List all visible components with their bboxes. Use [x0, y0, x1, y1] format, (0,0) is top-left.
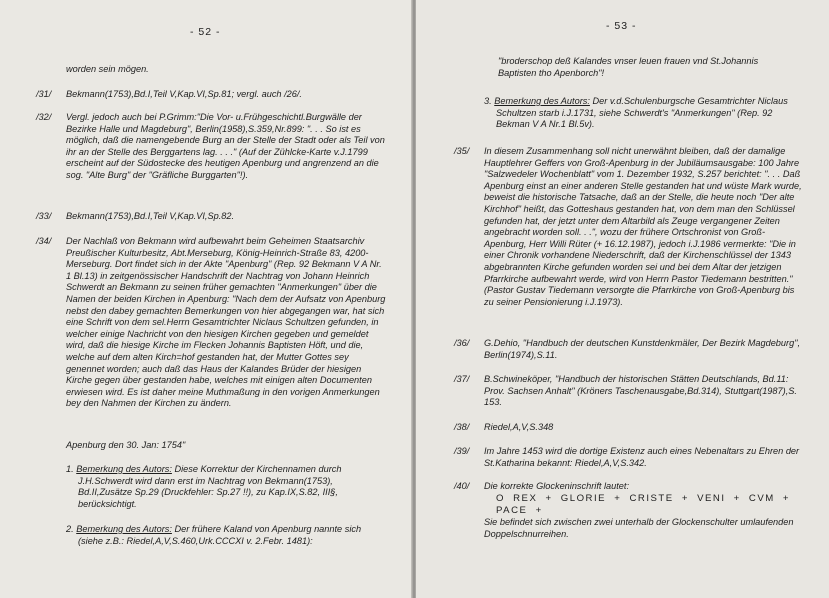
- note-text: Vergl. jedoch auch bei P.Grimm:"Die Vor- u.Frühgeschichtl.Burgwälle der Bezirke Halle und Magdeburg", Berlin(1958),S.359,Nr.899: ". . . So ist es möglich, daß die namengebende Burg an der Stelle der Stadt oder als Teil von ihr an der Stelle des Berggartens lag. . . ." (Auf der Zühlcke-Karte v.J.1799 erscheint auf der Südostecke des heutigen Apenburg und angrenzend an die sog. "Alte Burg" der "Gräfliche Burggarten"!).: [66, 112, 385, 180]
- note-text: G.Dehio, "Handbuch der deutschen Kunstdenkmäler, Der Bezirk Magdeburg", Berlin(1974),S.11.: [484, 338, 801, 360]
- remark-title: Bemerkung des Autors:: [76, 464, 172, 474]
- note-text: Die korrekte Glockeninschrift lautet:: [484, 481, 630, 491]
- page-number: - 53 -: [606, 20, 637, 32]
- continuation-quote: "broderschop deß Kalandes vnser leuen frauen vnd St.Johannis Baptisten tho Apenborch"!: [498, 56, 759, 78]
- remark-number: 2.: [66, 524, 74, 534]
- bell-inscription: O REX + GLORIE + CRISTE + VENI + CVM + PACE +: [496, 493, 790, 516]
- note-text: B.Schwineköper, "Handbuch der historischen Stätten Deutschlands, Bd.11: Prov. Sachsen Anhalt" (Kröners Taschenausgabe,Bd.314), Stuttgart(1987),S. 153.: [484, 374, 797, 408]
- remark-3: [484, 96, 802, 131]
- remark-number: 1.: [66, 464, 74, 474]
- note-label: /31/: [36, 89, 52, 99]
- dateline: Apenburg den 30. Jan: 1754": [66, 440, 186, 450]
- closing-text: Sie befindet sich zwischen zwei unterhalb der Glockenschulter umlaufenden Doppelschnurreihen.: [484, 517, 794, 539]
- note-label: /38/: [454, 422, 470, 432]
- note-text: Im Jahre 1453 wird die dortige Existenz auch eines Nebenaltars zu Ehren der St.Katharina bekannt: Riedel,A,V,S.342.: [484, 446, 800, 468]
- note-label: /36/: [454, 338, 470, 348]
- page-number: - 52 -: [190, 26, 221, 38]
- note-label: /40/: [454, 481, 470, 491]
- note-label: /37/: [454, 374, 470, 384]
- note-label: /35/: [454, 146, 470, 156]
- note-text: Bekmann(1753),Bd.I,Teil V,Kap.VI,Sp.81; vergl. auch /26/.: [66, 89, 302, 99]
- remark-number: 3.: [484, 96, 492, 106]
- remark-text: Der frühere Kaland von Apenburg nannte sich (siehe z.B.: Riedel,A,V,S.460,Urk.CCCXI v. 2.Febr. 1481):: [78, 524, 362, 546]
- note-label: /34/: [36, 236, 52, 246]
- note-text: In diesem Zusammenhang soll nicht unerwähnt bleiben, daß der damalige Hauptlehrer Geffers von Groß-Apenburg in der Jubiläumsausgabe: 100 Jahre "Salzwedeler Wochenblatt" vom 1. Dezember 1932, S.257 berichtet: ". . . Daß Apenburg einst an einer anderen Stelle gestanden hat und wüste Mark wurde, beweist die historische Tatsache, daß an der Stelle, die heute noch "Der alte Kirchhof" heißt, das Gotteshaus gestanden hat, von dem man den Schlüssel gefunden hat, der jetzt unter dem Altarbild als Zeuge vergangener Zeiten angebracht worden soll. . .", wozu der frühere Ortschronist von Groß-Apenburg, Herr Willi Rüter (+ 16.12.1987), jedoch i.J.1986 vermerkte: "Die in einer Chronik vorhandene Niederschrift, daß der Kirchenschlüssel der 1343 abgebrannten Kirche gefunden worden sei und bei dem Altar der jetzigen Pfarrkirche aufbewahrt werde, wird von Herrn Pastor Tiedemann bestritten." (Pastor Gustav Tiedemann versorgte die Pfarrkirche von Groß-Apenburg bis zu seiner Pensionierung i.J.1973).: [484, 146, 802, 307]
- note-text: Riedel,A,V,S.348: [484, 422, 554, 432]
- remark-2: [66, 524, 388, 547]
- intro-line: worden sein mögen.: [66, 64, 149, 74]
- note-label: /32/: [36, 112, 52, 122]
- note-label: /33/: [36, 211, 52, 221]
- right-page: [416, 0, 829, 598]
- left-page: [0, 0, 412, 598]
- remark-1: [66, 464, 388, 510]
- remark-text: Diese Korrektur der Kirchennamen durch J.H.Schwerdt wird dann erst im Nachtrag von Bekmann(1753), Bd.II,Zusätze Sp.29 (Druckfehler: Sp.27 !!), zu Kap.IX,S.82, III§, berücksichtigt.: [78, 464, 342, 509]
- remark-text: Der v.d.Schulenburgsche Gesamtrichter Niclaus Schultzen starb i.J.1731, siehe Schwerdt's "Anmerkungen" (Rep. 92 Bekman V A Nr.1 Bl.5v).: [496, 96, 788, 130]
- note-text: Bekmann(1753),Bd.I,Teil V,Kap.VI,Sp.82.: [66, 211, 235, 221]
- note-label: /39/: [454, 446, 470, 456]
- remark-title: Bemerkung des Autors:: [76, 524, 172, 534]
- remark-title: Bemerkung des Autors:: [494, 96, 590, 106]
- note-text: Der Nachlaß von Bekmann wird aufbewahrt beim Geheimen Staatsarchiv Preußischer Kulturbesitz, Abt.Merseburg, König-Heinrich-Straße 83, 4200-Merseburg. Dort findet sich in der Akte "Apenburg" (Rep. 92 Bekmann V A Nr. 1 Bl.13) in zeitgenössischer Handschrift der Nachtrag von Johann Heinrich Schwerdt an Bekmann zu seinen früher gemachten "Anmerkungen" über die Namen der beiden Kirchen in Apenburg: "Nach dem der Aufsatz von Apenburg nebst den dabey gemachten Bemerkungen von hier abgegangen war, hat sich eine Schrift von dem sel.Herrn Gesamtrichter Niclaus Schultzen gefunden, in welcher einige Nachricht von den hiesigen Kirchen gegeben und gemeldet wird, daß die hiesige Kirche im Flecken Johannis Baptisten Höft, und die, welche auf dem alten Kirch=hof gestanden hat, der Mutter Gottes sey genennet worden; auch daß das Haus der Kalandes Brüder der hiesigen Kirche gegen über gestanden habe, welches mit einigen alten Documenten erwiesen wird. Es ist daher meine Muthmaßung in den vorigen Anmerkungen bey den Nahmen der Kirchen zu ändern.: [66, 236, 386, 409]
